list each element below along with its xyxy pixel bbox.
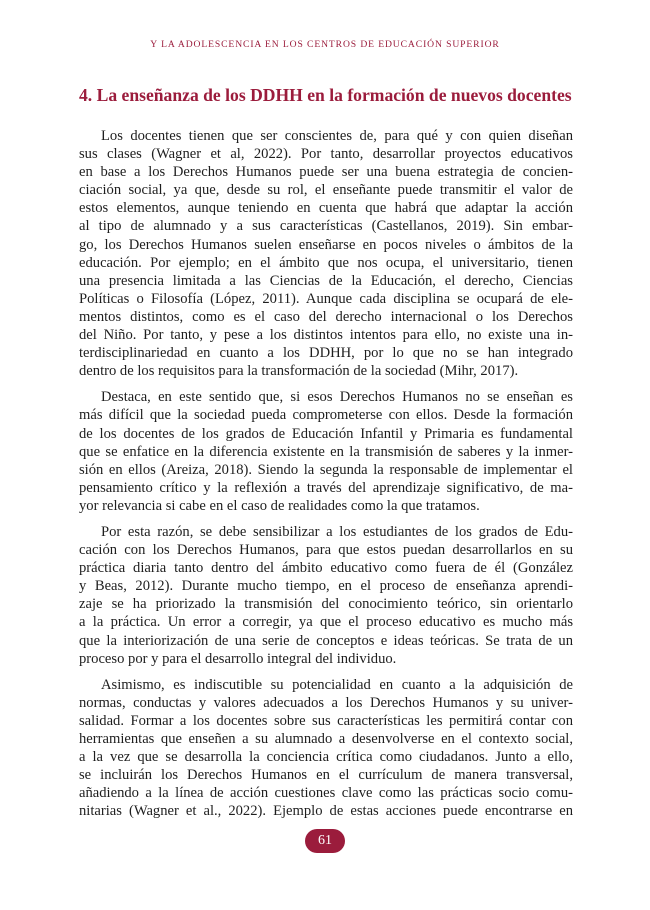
text-line: más difícil que la sociedad pueda comprometerse con ellos. Desde la formación (79, 407, 573, 424)
text-line: mentos distintos, como es el caso del derecho internacional o los Derechos (79, 308, 573, 325)
text-line: zaje se ha priorizado la transmisión del conocimiento teórico, sin orientarlo (79, 596, 573, 613)
body-paragraph (79, 388, 573, 515)
text-line: proceso por y para el desarrollo integral del individuo. (79, 650, 397, 667)
section-title: 4. La enseñanza de los DDHH en la formación de nuevos docentes (79, 85, 572, 105)
text-line: sus clases (Wagner et al, 2022). Por tanto, desarrollar proyectos educativos (79, 146, 573, 163)
text-line: del Niño. Por tanto, y pese a los distintos intentos para ello, no existe una in- (79, 327, 573, 344)
text-line: añadiendo a la línea de acción cuestiones clave como las prácticas socio comu- (79, 785, 573, 802)
text-line: en base a los Derechos Humanos puede ser una buena estrategia de concien- (79, 164, 573, 181)
text-line: Los docentes tienen que ser conscientes de, para qué y con quien diseñan (101, 128, 573, 144)
text-line: nitarias (Wagner et al., 2022). Ejemplo de estas acciones puede encontrarse en (79, 803, 573, 820)
text-line: Por esta razón, se debe sensibilizar a los estudiantes de los grados de Edu- (101, 523, 573, 540)
body-paragraph (79, 676, 573, 821)
text-line: y Beas, 2012). Durante mucho tiempo, en el proceso de enseñanza aprendi- (79, 578, 573, 595)
text-line: salidad. Formar a los docentes sobre sus características les permitirá contar con (79, 712, 573, 729)
text-line: herramientas que enseñen a su alumnado a desenvolverse en el contexto social, (79, 731, 573, 747)
text-line: práctica diaria tanto dentro del ámbito educativo como fuera de él (González (79, 560, 573, 577)
body-text (79, 127, 573, 828)
text-line: de los docentes de los grados de Educación Infantil y Primaria es fundamental (79, 425, 573, 442)
text-line: Asimismo, es indiscutible su potencialidad en cuanto a la adquisición de (101, 676, 573, 693)
text-line: Políticas o Filosofía (López, 2011). Aunque cada disciplina se ocupará de ele- (79, 290, 573, 307)
body-paragraph (79, 127, 573, 380)
text-line: educación. Por ejemplo; en el ámbito que nos ocupa, el universitario, tienen (79, 254, 573, 271)
body-paragraph (79, 523, 573, 668)
text-line: dentro de los requisitos para la transformación de la sociedad (Mihr, 2017). (79, 363, 519, 380)
text-line: estos elementos, aunque teniendo en cuenta que habrá que adaptar la acción (79, 200, 573, 217)
text-line: go, los Derechos Humanos suelen enseñarse en pocos niveles o ámbitos de la (79, 236, 573, 253)
text-line: que la interiorización de una serie de conceptos e ideas teóricas. Se trata de un (79, 632, 573, 649)
text-line: a la vez que se desarrolla la conciencia crítica como ciudadanos. Junto a ello, (79, 749, 573, 766)
text-line: cación con los Derechos Humanos, para que estos puedan desarrollarlos en su (79, 542, 573, 559)
text-line: sión en ellos (Areiza, 2018). Siendo la segunda la responsable de implementar el (79, 461, 573, 478)
text-line: que se enfatice en la diferencia existente en la transmisión de saberes y la inmer- (79, 443, 573, 460)
text-line: normas, conductas y valores adecuados a los Derechos Humanos y su univer- (79, 694, 573, 711)
running-header: Y LA ADOLESCENCIA EN LOS CENTROS DE EDUCACIÓN SUPERIOR (150, 39, 500, 50)
text-line: ciación social, ya que, desde su rol, el enseñante puede transmitir el valor de (79, 182, 573, 199)
text-line: una presencia limitada a las Ciencias de la Educación, el derecho, Ciencias (79, 272, 573, 289)
text-line: terdisciplinariedad en cuanto a los DDHH, por lo que no se han integrado (79, 345, 573, 362)
text-line: se incluirán los Derechos Humanos en el currículum de manera transversal, (79, 767, 573, 784)
page-number-badge: 61 (305, 829, 345, 853)
text-line: al tipo de alumnado y a sus características (Castellanos, 2019). Sin embar- (79, 218, 573, 235)
text-line: yor relevancia si cabe en el caso de realidades como la que tratamos. (79, 497, 480, 514)
text-line: pensamiento crítico y la reflexión a través del aprendizaje significativo, de ma- (79, 479, 573, 496)
text-line: Destaca, en este sentido que, si esos Derechos Humanos no se enseñan es (101, 389, 573, 406)
text-line: a la práctica. Un error a corregir, ya que el proceso educativo es mucho más (79, 614, 573, 631)
